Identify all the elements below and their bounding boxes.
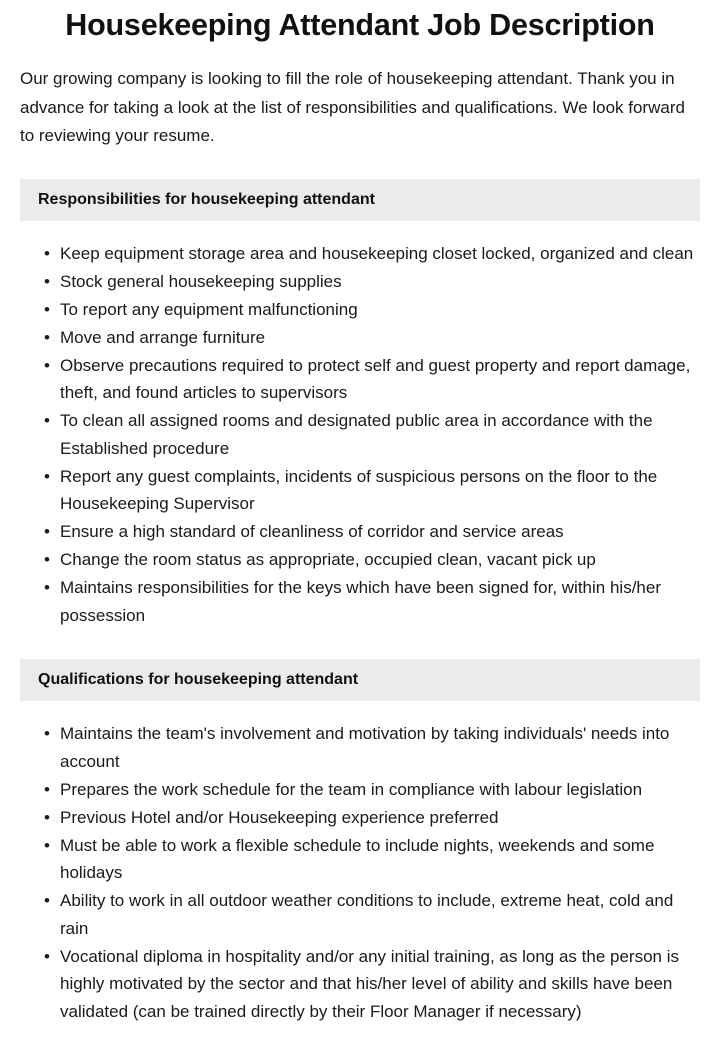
- responsibilities-list: [0, 221, 720, 630]
- list-item: • Must be able to work a flexible schedule to include nights, weekends and some holidays: [44, 832, 706, 887]
- intro-paragraph: Our growing company is looking to fill the role of housekeeping attendant. Thank you in advance for taking a look at the list of responsibilities and qualifications. We look forward to reviewing your resume.: [20, 69, 685, 145]
- list-item: • Observe precautions required to protect self and guest property and report damage, theft, and found articles to supervisors: [44, 352, 698, 407]
- list-item: • To report any equipment malfunctioning: [44, 296, 698, 324]
- list-item: • Report any guest complaints, incidents of suspicious persons on the floor to the Housekeeping Supervisor: [44, 463, 698, 518]
- page-title: Housekeeping Attendant Job Description: [65, 8, 655, 42]
- qualifications-list: [0, 701, 720, 1025]
- list-item: • Move and arrange furniture: [44, 324, 698, 352]
- list-item: • Stock general housekeeping supplies: [44, 268, 698, 296]
- list-item: • Previous Hotel and/or Housekeeping experience preferred: [44, 804, 706, 832]
- list-item: • Ensure a high standard of cleanliness of corridor and service areas: [44, 518, 698, 546]
- list-item: • Maintains responsibilities for the keys which have been signed for, within his/her possession: [44, 574, 698, 629]
- list-item: • Keep equipment storage area and housekeeping closet locked, organized and clean: [44, 240, 698, 268]
- section-header-responsibilities: Responsibilities for housekeeping attendant: [20, 179, 700, 221]
- list-item: • Change the room status as appropriate, occupied clean, vacant pick up: [44, 546, 698, 574]
- list-item: • Vocational diploma in hospitality and/or any initial training, as long as the person is highly motivated by the sector and that his/her level of ability and skills have been validated (can be trained directly by their Floor Manager if necessary): [44, 943, 706, 1026]
- list-item: • Ability to work in all outdoor weather conditions to include, extreme heat, cold and rain: [44, 887, 706, 942]
- list-item: • To clean all assigned rooms and designated public area in accordance with the Established procedure: [44, 407, 698, 462]
- list-item: • Maintains the team's involvement and motivation by taking individuals' needs into account: [44, 720, 706, 775]
- section-header-qualifications: Qualifications for housekeeping attendant: [20, 659, 700, 701]
- list-item: • Prepares the work schedule for the team in compliance with labour legislation: [44, 776, 706, 804]
